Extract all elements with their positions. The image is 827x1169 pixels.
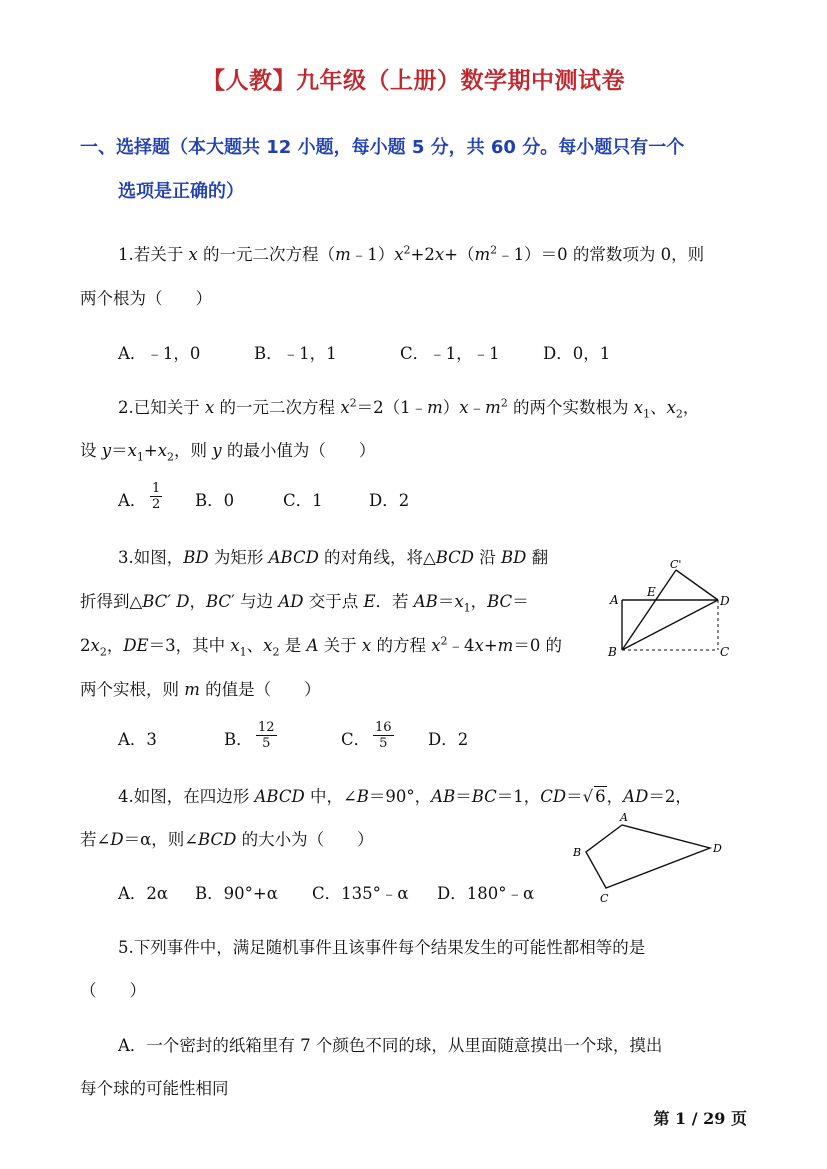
q3-option-d: D．2 bbox=[428, 730, 469, 749]
q3-label-e: E bbox=[647, 585, 656, 599]
q1-option-c: C．﹣1，﹣1 bbox=[400, 344, 500, 363]
q4-label-c: C bbox=[600, 892, 609, 905]
section-heading-line1: 一、选择题（本大题共 12 小题，每小题 5 分，共 60 分。每小题只有一个 bbox=[80, 137, 685, 158]
q3-label-b: B bbox=[608, 645, 617, 659]
q2-line2: 设 $y=x_1+x_2$，则 y 的最小值为（ ） bbox=[80, 441, 376, 464]
q1-option-d: D．0，1 bbox=[543, 344, 611, 363]
q5-line1: 5.下列事件中，满足随机事件且该事件每个结果发生的可能性都相等的是 bbox=[118, 938, 646, 957]
q3-option-b: B． bbox=[224, 730, 253, 749]
q4-line1: 4.如图，在四边形 ABCD 中，∠B＝90°，AB＝BC＝1，CD＝√ 6，AD＝2， bbox=[118, 787, 692, 806]
q3-line3: $2x_2$，DE＝3，其中 $x_1$、$x_2$ 是 A 关于 x 的方程 $x^2﹣4x+m=0$ 的 bbox=[80, 634, 563, 659]
q3-option-c: C． bbox=[341, 730, 371, 749]
q1-line2: 两个根为（ ） bbox=[80, 289, 212, 308]
q2-option-a: A． bbox=[118, 491, 147, 510]
q3-option-b-fraction: $\frac{12}{5}$ bbox=[258, 720, 275, 751]
q4-option-d: D．180°﹣α bbox=[437, 884, 535, 903]
q5-line2: （ ） bbox=[80, 981, 146, 1000]
q4-label-a: A bbox=[620, 811, 628, 824]
q2-option-c: C．1 bbox=[283, 491, 323, 510]
section-heading-line2: 选项是正确的） bbox=[118, 181, 244, 202]
q3-label-c-prime: C' bbox=[670, 558, 682, 571]
q2-option-a-fraction: $\frac{1}{2}$ bbox=[152, 481, 161, 512]
q4-label-d: D bbox=[713, 842, 722, 855]
q5-option-a-line2: 每个球的可能性相同 bbox=[80, 1079, 229, 1098]
q1-line1: 1.若关于 x 的一元二次方程$(m﹣1)x^2+2x+(m^2﹣1)=0$ 的常数项为 0，则 bbox=[118, 243, 705, 264]
q1-option-b: B．﹣1，1 bbox=[254, 344, 337, 363]
q3-label-d: D bbox=[720, 594, 730, 608]
q4-option-a: A．2α bbox=[118, 884, 169, 903]
q2-option-d: D．2 bbox=[369, 491, 410, 510]
q2-option-b: B．0 bbox=[195, 491, 235, 510]
q3-line4: 两个实根，则 m 的值是（ ） bbox=[80, 680, 321, 699]
page-title: 【人教】九年级（上册）数学期中测试卷 bbox=[202, 67, 625, 94]
q4-quadrilateral-figure bbox=[568, 808, 738, 908]
page-number: 第 1 / 29 页 bbox=[653, 1109, 747, 1128]
q3-line2: 折得到△BC′ D，BC′ 与边 AD 交于点 E．若 $AB=x_1$，BC＝ bbox=[80, 592, 529, 615]
q4-quadrilateral-abcd bbox=[586, 825, 710, 888]
q3-rectangle-figure bbox=[598, 552, 748, 664]
q3-option-c-fraction: $\frac{16}{5}$ bbox=[375, 720, 392, 751]
q5-option-a-line1: A．一个密封的纸箱里有 7 个颜色不同的球，从里面随意摸出一个球，摸出 bbox=[118, 1036, 663, 1055]
q4-option-b: B．90°+α bbox=[195, 884, 278, 903]
q4-option-c: C．135°﹣α bbox=[312, 884, 409, 903]
q3-edge-c-prime-d bbox=[676, 570, 718, 600]
q2-line1: 2.已知关于 x 的一元二次方程 $x^2=2(1﹣m)x﹣m^2$ 的两个实数根为 $x_1$、$x_2$， bbox=[118, 396, 700, 421]
q4-label-b: B bbox=[573, 846, 582, 859]
q3-diagonal-bd bbox=[622, 600, 718, 650]
q1-option-a: A．﹣1，0 bbox=[118, 344, 201, 363]
q3-option-a: A．3 bbox=[118, 730, 157, 749]
q3-label-c: C bbox=[720, 645, 730, 659]
q3-line1: 3.如图，BD 为矩形 ABCD 的对角线，将△BCD 沿 BD 翻 bbox=[118, 548, 549, 567]
q4-line2: 若∠D＝α，则∠BCD 的大小为（ ） bbox=[80, 830, 374, 849]
q3-label-a: A bbox=[610, 593, 619, 607]
q3-edge-bc-prime bbox=[622, 570, 676, 650]
